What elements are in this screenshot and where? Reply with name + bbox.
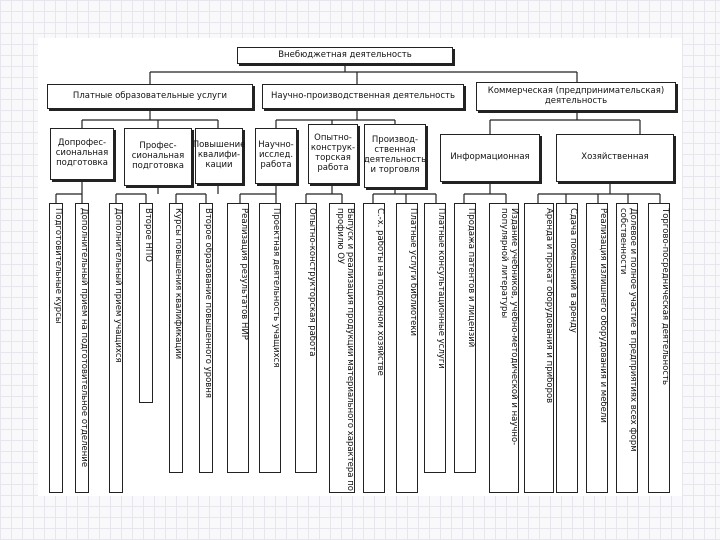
activity-column-label: Дополнительный прием учащихся [113,208,123,363]
professional-label: Профес-сиональная подготовка [131,141,185,171]
activity-column [227,203,249,473]
activity-column [424,203,446,473]
root-label: Внебюджетная деятельность [278,49,412,60]
commercial-label: Коммерческая (предпринимательская) деятельность [487,85,665,106]
activity-column [363,203,385,493]
edu-services-box [47,84,253,109]
activity-column [259,203,281,473]
manufacturing-trade-label: Производ-ственная деятельность и торговля [363,135,427,175]
activity-column [49,203,63,493]
activity-column [556,203,578,493]
activity-column [199,203,213,473]
science-research-box [255,128,297,184]
informational-box [440,134,540,182]
activity-column-label: Продажа патентов и лицензий [466,208,476,348]
experimental-design-box [308,124,358,184]
science-research-label: Научно-исслед. работа [258,140,294,170]
activity-column [169,203,183,473]
activity-column-label: Дополнительный прием на подготовительное отделение [79,208,89,468]
experimental-design-label: Опытно-конструк-торская работа [310,133,356,173]
activity-column-label: Издание учебников, учебно-методической и научно-популярной литературы [499,208,519,446]
activity-column [648,203,670,493]
activity-column-label: Опытно-конструкторская работа [307,208,317,357]
commercial-box [476,82,676,111]
activity-column-label: Выпуск и реализация продукции материального характера по профилю ОУ [335,208,355,491]
activity-column [75,203,89,493]
activity-column [489,203,519,493]
activity-column-label: Аренда и прокат оборудования и приборов [544,208,554,404]
economic-label: Хозяйственная [581,152,649,163]
activity-column-label: Платные услуги библиотеки [408,208,418,337]
activity-column [396,203,418,493]
activity-column-label: Второе образование повышенного уровня [203,208,213,398]
pre-professional-label: Допрофес-сиональная подготовка [55,138,109,168]
activity-column [295,203,317,473]
research-production-box [262,84,464,109]
activity-column [616,203,638,493]
activity-column-label: Реализация результатов НИР [239,208,249,340]
activity-column-label: Платные консультационные услуги [436,208,446,369]
research-production-label: Научно-производственная деятельность [271,90,455,101]
activity-column-label: Торгово-посредническая деятельность [660,208,670,386]
economic-box [556,134,674,182]
activity-column-label: Второе НПО [143,208,153,262]
activity-column [586,203,608,493]
activity-column-label: Сдача помещений в аренду [568,208,578,333]
activity-column-label: Курсы повышения квалификации [173,208,183,360]
manufacturing-trade-box [364,124,426,188]
activity-column-label: Долевое и полное участие в предприятиях всех форм собственности [618,208,638,452]
pre-professional-box [50,128,114,180]
activity-column-label: Проектная деятельность учащихся [271,208,281,368]
professional-box [124,128,192,186]
activity-column-label: С.-х. работы на подсобном хозяйстве [375,208,385,376]
activity-column [454,203,476,473]
activity-column-label: Подготовительные курсы [53,208,63,324]
activity-column-label: Реализация излишнего оборудования и мебели [598,208,608,423]
edu-services-label: Платные образовательные услуги [72,90,228,101]
activity-column [329,203,355,493]
root-box [237,47,453,64]
activity-column [139,203,153,403]
qualification-box [192,128,246,184]
activity-column [524,203,554,493]
activity-column [109,203,123,493]
qualification-label: Повышение квалифи-кации [192,140,246,170]
informational-label: Информационная [450,152,530,163]
